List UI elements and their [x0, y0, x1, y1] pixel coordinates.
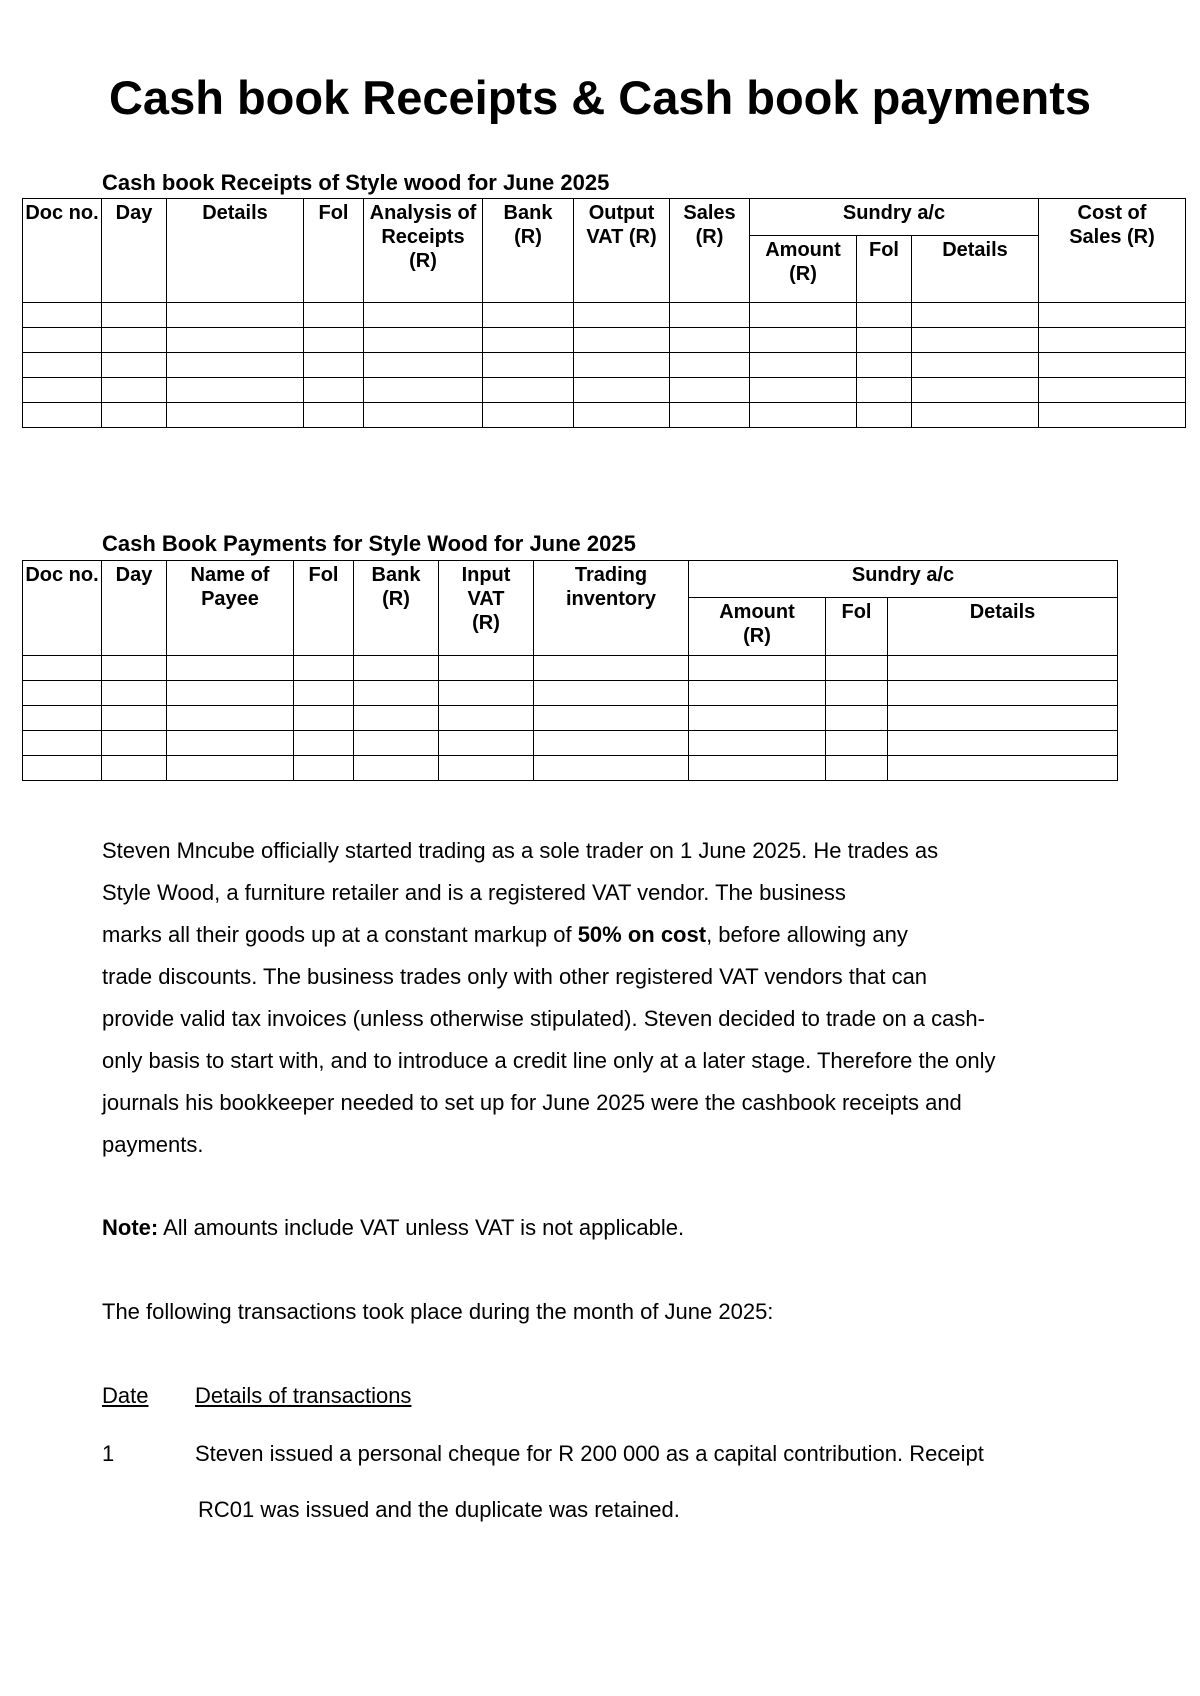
header-bank: Bank (R)	[483, 199, 574, 303]
intro-line: journals his bookkeeper needed to set up for June 2025 were the cashbook receipts and	[102, 1090, 962, 1115]
intro-paragraph	[102, 830, 1102, 1166]
intro-line: only basis to start with, and to introduce a credit line only at a later stage. Therefore the only	[102, 1048, 996, 1073]
header-cost-of-sales: Cost of Sales (R)	[1039, 199, 1186, 303]
intro-line: payments.	[102, 1132, 204, 1157]
header-doc-no: Doc no.	[23, 199, 102, 303]
table-row	[23, 403, 1186, 428]
intro-line: trade discounts. The business trades only with other registered VAT vendors that can	[102, 964, 928, 989]
note-text: All amounts include VAT unless VAT is not applicable.	[158, 1215, 685, 1240]
table-row	[23, 353, 1186, 378]
header-output-vat: Output VAT (R)	[574, 199, 670, 303]
table-row	[23, 378, 1186, 403]
table-row	[23, 706, 1118, 731]
table-row	[23, 731, 1118, 756]
table-row	[23, 656, 1118, 681]
header-sundry-fol: Fol	[857, 236, 912, 303]
intro-line: Style Wood, a furniture retailer and is a registered VAT vendor. The business	[102, 880, 846, 905]
intro-line: marks all their goods up at a constant markup of 50% on cost, before allowing any	[102, 922, 908, 947]
intro-line: Steven Mncube officially started trading as a sole trader on 1 June 2025. He trades as	[102, 838, 939, 863]
transactions-details-header: Details of transactions	[195, 1383, 412, 1408]
header-name-of-payee: Name of Payee	[167, 561, 294, 656]
cash-payments-journal-table	[22, 560, 1118, 781]
header-sales: Sales (R)	[670, 199, 750, 303]
transactions-date-header: Date	[102, 1383, 149, 1408]
cash-receipts-journal-table	[22, 198, 1186, 428]
header-analysis-of-receipts: Analysis of Receipts (R)	[364, 199, 483, 303]
table-row	[23, 328, 1186, 353]
transaction-date: 1	[102, 1441, 115, 1466]
transaction-detail-line: RC01 was issued and the duplicate was retained.	[198, 1497, 680, 1522]
intro-line: provide valid tax invoices (unless otherwise stipulated). Steven decided to trade on a cash-	[102, 1006, 985, 1031]
table-row	[23, 756, 1118, 781]
header-input-vat: Input VAT (R)	[439, 561, 534, 656]
header-sundry-details: Details	[912, 236, 1039, 303]
header-sundry-amount: Amount (R)	[750, 236, 857, 303]
header-sundry-amount: Amount (R)	[689, 598, 826, 656]
header-doc-no: Doc no.	[23, 561, 102, 656]
header-fol: Fol	[304, 199, 364, 303]
header-sundry-details: Details	[888, 598, 1118, 656]
header-sundry-ac: Sundry a/c	[750, 199, 1039, 236]
header-trading-inventory: Trading inventory	[534, 561, 689, 656]
transactions-intro: The following transactions took place during the month of June 2025:	[102, 1299, 774, 1324]
page-title: Cash book Receipts & Cash book payments	[108, 71, 1092, 124]
table-row	[23, 681, 1118, 706]
payments-caption: Cash Book Payments for Style Wood for June 2025	[102, 531, 636, 556]
header-details: Details	[167, 199, 304, 303]
note	[102, 1214, 1102, 1242]
table-row	[23, 303, 1186, 328]
markup-emphasis: 50% on cost	[577, 922, 707, 947]
note-label: Note:	[102, 1215, 159, 1240]
receipts-caption: Cash book Receipts of Style wood for June 2025	[102, 170, 610, 195]
header-day: Day	[102, 199, 167, 303]
header-bank: Bank (R)	[354, 561, 439, 656]
transaction-detail-line: Steven issued a personal cheque for R 200 000 as a capital contribution. Receipt	[195, 1441, 984, 1466]
header-sundry-ac: Sundry a/c	[689, 561, 1118, 598]
header-day: Day	[102, 561, 167, 656]
header-sundry-fol: Fol	[826, 598, 888, 656]
header-fol: Fol	[294, 561, 354, 656]
